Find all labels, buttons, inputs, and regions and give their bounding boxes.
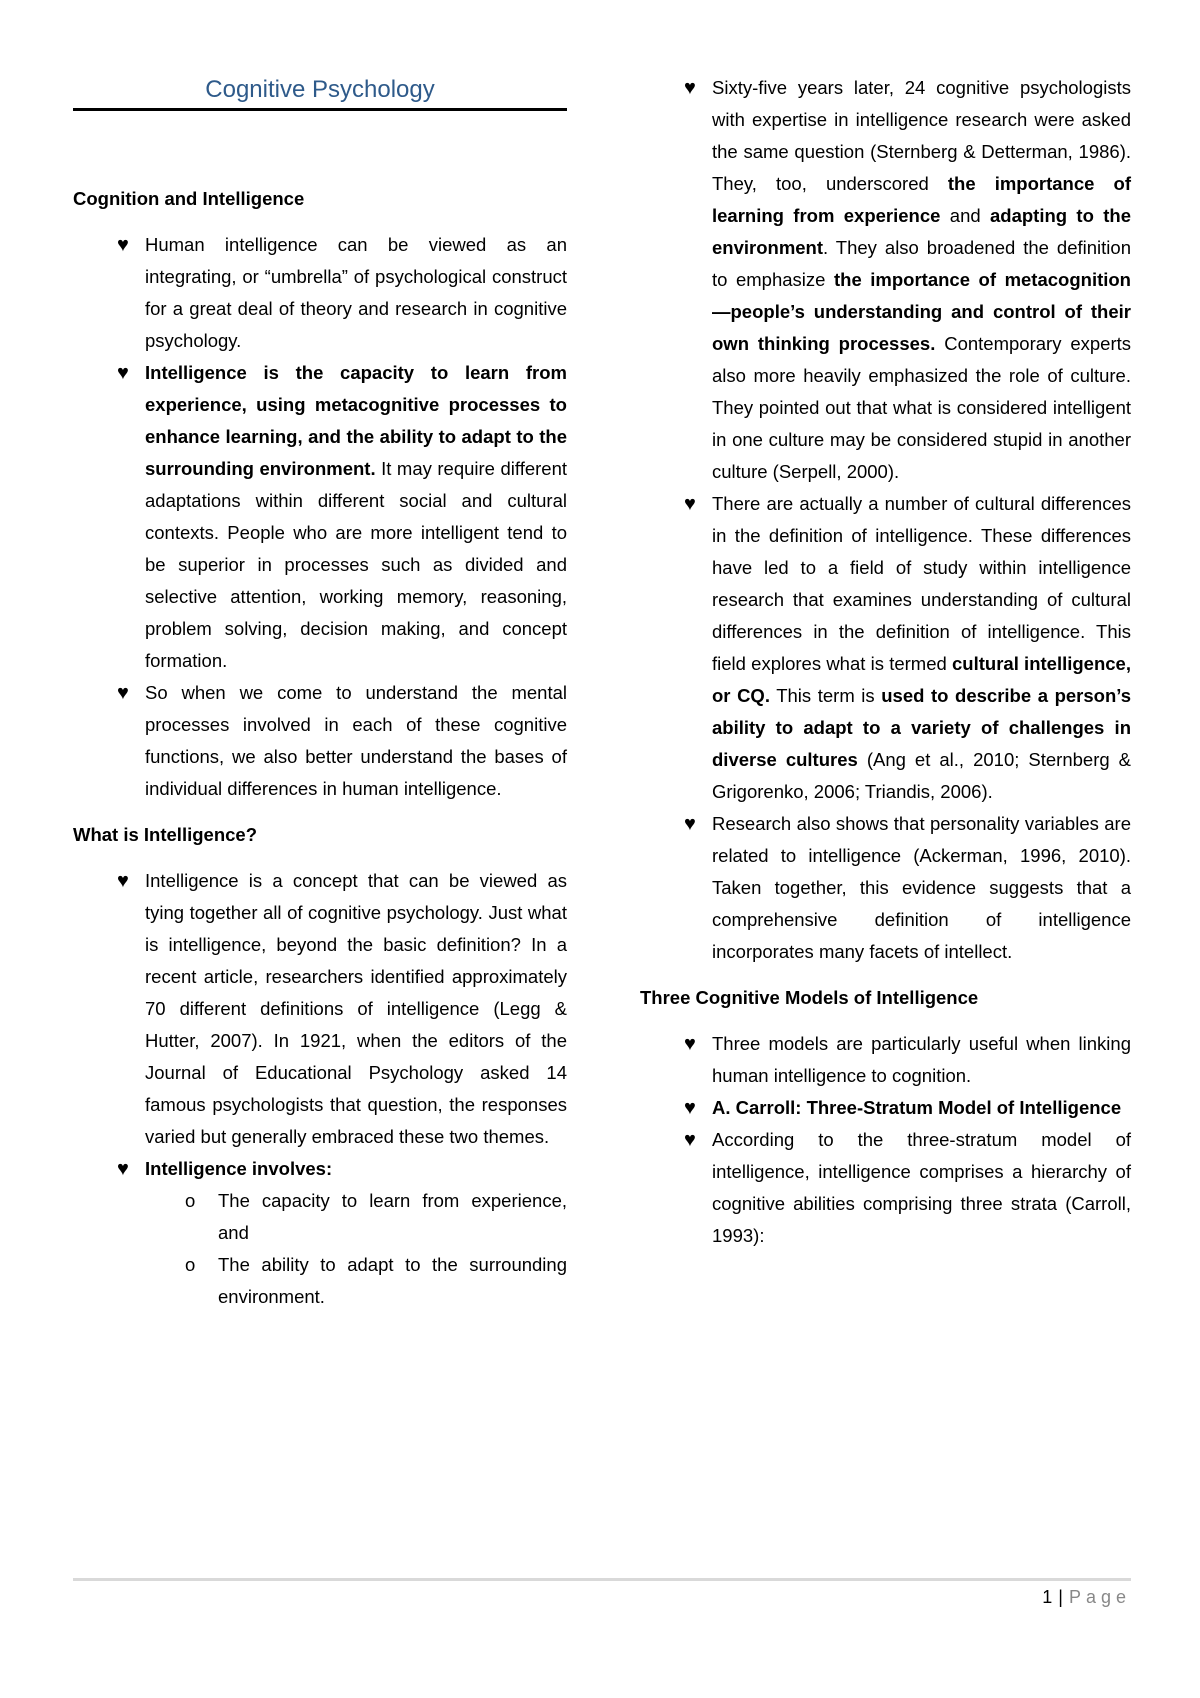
circle-bullet-icon: o [185,1254,196,1275]
body-text: Three models are particularly useful when linking human intelligence to cognition. [712,1033,1131,1086]
footer-divider [73,1578,1131,1581]
bullet-item [640,1124,1131,1252]
page-footer [1042,1587,1131,1608]
body-text: Intelligence is a concept that can be viewed as tying together all of cognitive psychology. Just what is intelligence, beyond the basic definition? In a recent article, researchers identified approximately 70 different definitions of intelligence (Legg & Hutter, 2007). In 1921, when the editors of the Journal of Educational Psychology asked 14 famous psychologists that question, the responses varied but generally embraced these two themes. [145,870,567,1147]
heart-bullet-icon: ♥ [684,77,696,99]
body-text: and [940,205,990,226]
sub-list-item [73,1185,567,1249]
heart-bullet-icon: ♥ [684,493,696,515]
body-text: According to the three-stratum model of intelligence, intelligence comprises a hierarchy of cognitive abilities comprising three strata (Carroll, 1993): [712,1129,1131,1246]
heart-bullet-icon: ♥ [117,870,129,892]
heart-bullet-icon: ♥ [117,362,129,384]
bullet-item [640,488,1131,808]
bullet-item [640,808,1131,968]
body-text: There are actually a number of cultural differences in the definition of intelligence. These differences have led to a field of study within intelligence research that examines understanding of cultural differences in the definition of intelligence. This field explores what is termed [712,493,1131,674]
bold-text: the importance of learning from experience [712,173,1131,226]
bold-text: Intelligence involves: [145,1158,333,1179]
heart-bullet-icon: ♥ [684,1097,696,1119]
bold-text: the importance of metacognition—people’s understanding and control of their own thinking processes. [712,269,1131,354]
section-heading: What is Intelligence? [73,824,257,845]
left-column [73,183,567,1313]
heart-bullet-icon: ♥ [117,234,129,256]
bold-text: cultural intelligence, or CQ. [712,653,1131,706]
bold-text: used to describe a person’s ability to adapt to a variety of challenges in diverse cultures [712,685,1131,770]
right-column [640,72,1131,1252]
heart-bullet-icon: ♥ [117,1158,129,1180]
heart-bullet-icon: ♥ [684,1129,696,1151]
bullet-item [73,865,567,1153]
document-title: Cognitive Psychology [205,76,435,103]
body-text: This term is [769,685,882,706]
body-text: Sixty-five years later, 24 cognitive psychologists with expertise in intelligence research were asked the same question (Sternberg & Detterman, 1986). They, too, underscored [712,77,1131,194]
body-text: (Ang et al., 2010; Sternberg & Grigorenko, 2006; Triandis, 2006). [712,749,1132,802]
body-text: Human intelligence can be viewed as an integrating, or “umbrella” of psychological construct for a great deal of theory and research in cognitive psychology. [145,234,567,351]
section-heading: Three Cognitive Models of Intelligence [640,987,979,1008]
bold-text: A. Carroll: Three-Stratum Model of Intelligence [712,1097,1122,1118]
heart-bullet-icon: ♥ [684,1033,696,1055]
body-text: Research also shows that personality variables are related to intelligence (Ackerman, 1996, 2010). Taken together, this evidence suggests that a comprehensive definition of intelligence incorporates many facets of intellect. [712,813,1131,962]
bullet-item [73,1153,567,1185]
circle-bullet-icon: o [185,1190,196,1211]
bullet-item [640,72,1131,488]
page-number: 1 [1042,1587,1053,1607]
page-label: Page [1068,1587,1131,1607]
body-text: It may require different adaptations within different social and cultural contexts. People who are more intelligent tend to be superior in processes such as divided and selective attention, working memory, reasoning, problem solving, decision making, and concept formation. [145,458,567,671]
footer-separator: | [1058,1587,1063,1607]
bold-text: adapting to the environment [712,205,1131,258]
bullet-item [73,677,567,805]
section-heading: Cognition and Intelligence [73,188,305,209]
bullet-item [73,229,567,357]
bullet-item [640,1092,1131,1124]
bullet-item [73,357,567,677]
body-text: So when we come to understand the mental processes involved in each of these cognitive functions, we also better understand the bases of individual differences in human intelligence. [145,682,567,799]
body-text: Contemporary experts also more heavily emphasized the role of culture. They pointed out that what is considered intelligent in one culture may be considered stupid in another culture (Serpell, 2000). [712,333,1131,482]
heart-bullet-icon: ♥ [117,682,129,704]
bullet-item [640,1028,1131,1092]
title-underline [73,108,567,111]
body-text: . They also broadened the definition to emphasize [712,237,1131,290]
heart-bullet-icon: ♥ [684,813,696,835]
bold-text: Intelligence is the capacity to learn from experience, using metacognitive processes to enhance learning, and the ability to adapt to the surrounding environment. [145,362,567,479]
body-text: The ability to adapt to the surrounding environment. [218,1254,567,1307]
sub-list-item [73,1249,567,1313]
body-text: The capacity to learn from experience, and [218,1190,567,1243]
